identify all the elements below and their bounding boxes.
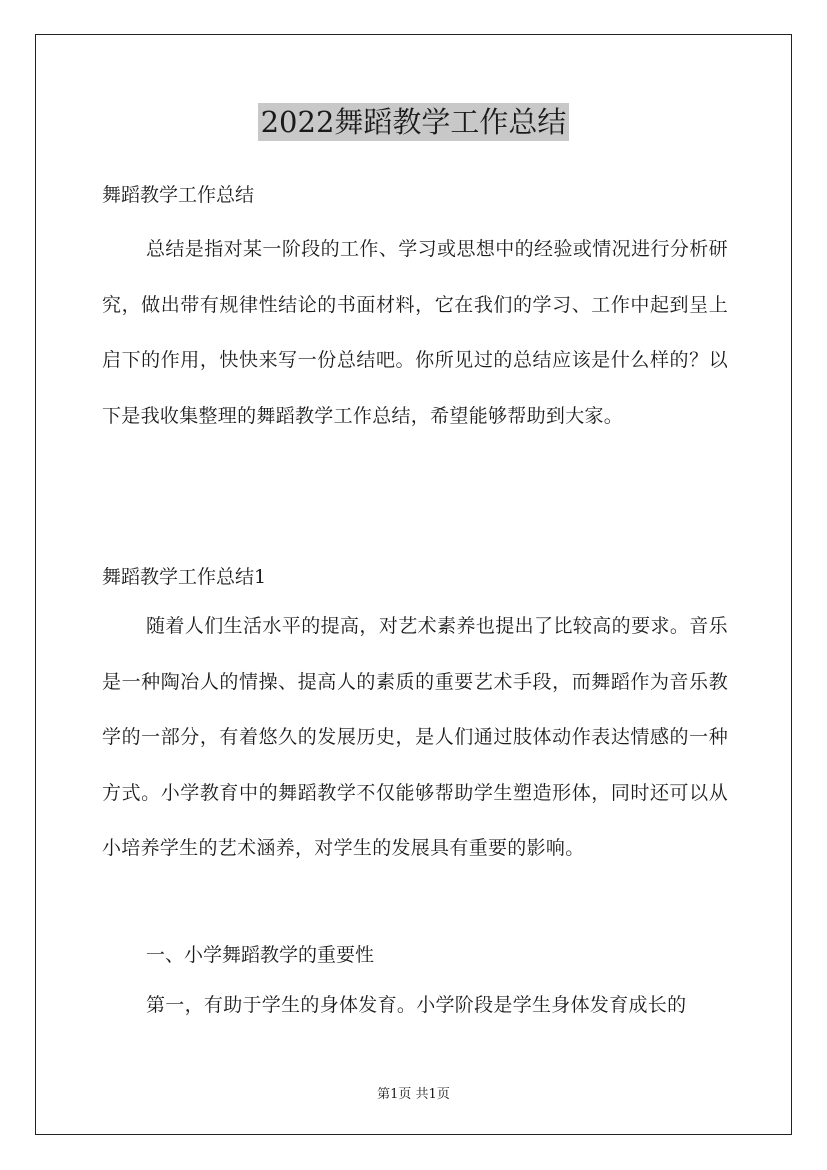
page-footer: 第1页 共1页: [377, 1087, 450, 1102]
section1-subheading-1: 一、小学舞蹈教学的重要性: [146, 944, 375, 966]
section1-paragraph-2: 第一，有助于学生的身体发育。小学阶段是学生身体发育成长的: [146, 994, 687, 1016]
document-title: 2022舞蹈教学工作总结: [258, 103, 570, 141]
intro-paragraph: 总结是指对某一阶段的工作、学习或思想中的经验或情况进行分析研究，做出带有规律性结论的书面材料，它在我们的学习、工作中起到呈上启下的作用，快快来写一份总结吧。你所见过的总结应该是什么样的？以下是我收集整理的舞蹈教学工作总结，希望能够帮助到大家。: [102, 238, 728, 427]
section1-paragraph-1: 随着人们生活水平的提高，对艺术素养也提出了比较高的要求。音乐是一种陶冶人的情操、提高人的素质的重要艺术手段，而舞蹈作为音乐教学的一部分，有着悠久的发展历史，是人们通过肢体动作表达情感的一种方式。小学教育中的舞蹈教学不仅能够帮助学生塑造形体，同时还可以从小培养学生的艺术涵养，对学生的发展具有重要的影响。: [102, 615, 728, 859]
subtitle: 舞蹈教学工作总结: [102, 184, 255, 206]
section1-heading: 舞蹈教学工作总结1: [102, 566, 267, 588]
document-title-wrapper: [0, 100, 827, 141]
